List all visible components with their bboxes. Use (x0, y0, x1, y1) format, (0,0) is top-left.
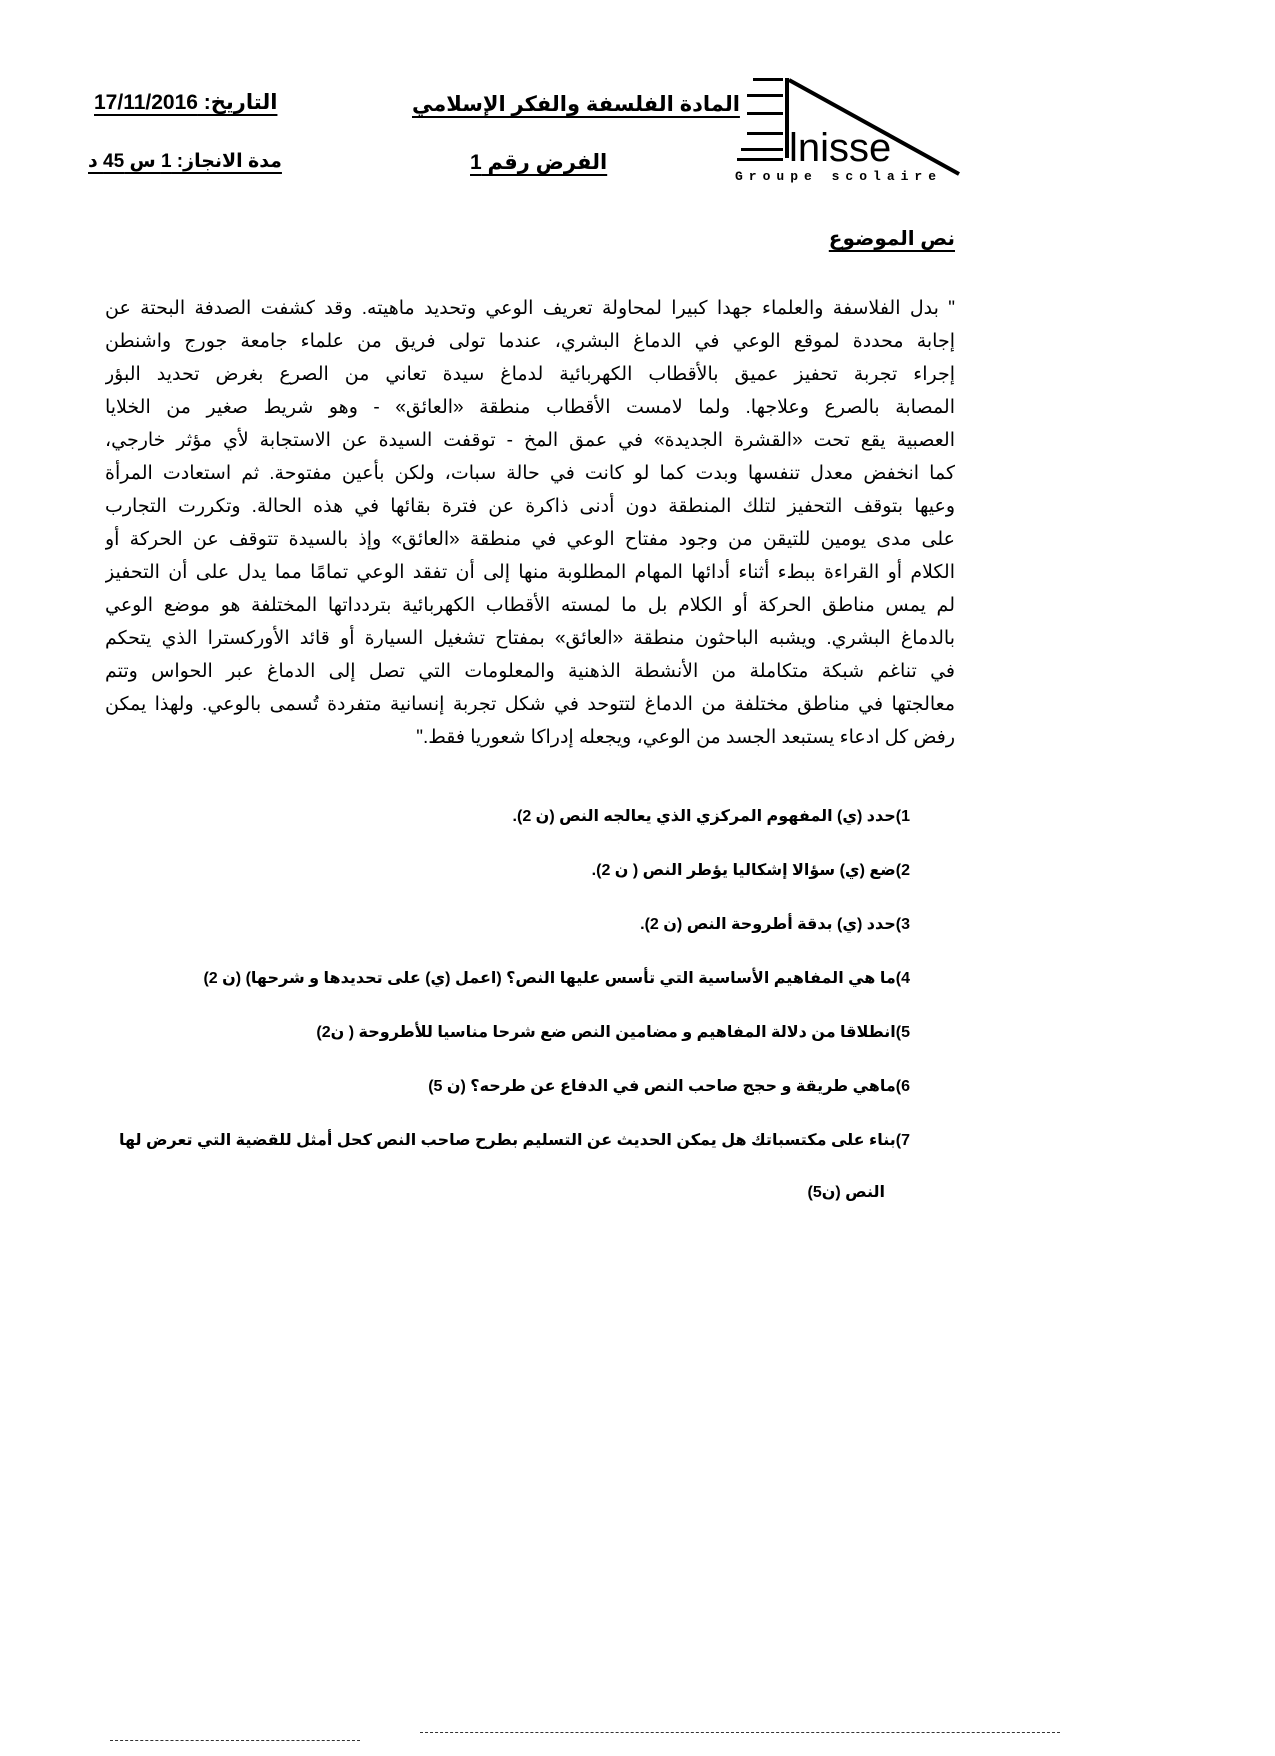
scan-artifact-line (420, 1732, 1060, 1733)
section-title: نص الموضوع (828, 228, 955, 250)
text-line: المصابة بالصرع وعلاجها. ولما لامست الأقطاب منطقة «العائق» - وهو شريط صغير من الخلايا (105, 397, 955, 418)
text-line: إجراء تجربة تحفيز عميق بالأقطاب الكهربائية لدماغ سيدة تعاني من الصرع بغرض تحديد البؤر (105, 364, 955, 385)
question-item: 1)حدد (ي) المفهوم المركزي الذي يعالجه النص (ن 2). (512, 808, 910, 825)
text-line: رفض كل ادعاء يستبعد الجسد من الوعي، ويجعله إدراكا شعوريا فقط." (416, 727, 955, 748)
question-item: 7)بناء على مكتسباتك هل يمكن الحديث عن التسليم بطرح صاحب النص كحل أمثل للقضية التي تعرض لها (118, 1132, 910, 1149)
school-logo (733, 74, 963, 186)
question-item: 4)ما هي المفاهيم الأساسية التي تأسس عليها النص؟ (اعمل (ي) على تحديدها و شرحها) (ن 2) (203, 970, 910, 987)
text-line: كما انخفض معدل تنفسها وبدت كما لو كانت في حالة سبات، ولكن بأعين مفتوحة. ثم استعادت المرأة (105, 463, 955, 484)
question-item: 3)حدد (ي) بدقة أطروحة النص (ن 2). (640, 916, 910, 933)
scan-artifact-line (110, 1740, 360, 1741)
exam-number: الفرض رقم 1 (470, 151, 608, 174)
subject-title: المادة الفلسفة والفكر الإسلامي (412, 93, 740, 116)
question-item: النص (ن5) (807, 1184, 885, 1201)
question-item: 2)ضع (ي) سؤالا إشكاليا يؤطر النص ( ن 2). (591, 862, 910, 879)
svg-text:lnisse: lnisse (789, 126, 892, 170)
text-line: بالدماغ البشري. ويشبه الباحثون منطقة «العائق» بمفتاح تشغيل السيارة أو قائد الأوركسترا الذي يتحكم (105, 628, 955, 649)
question-item: 5)انطلاقا من دلالة المفاهيم و مضامين النص ضع شرحا مناسيا للأطروحة ( ن2) (316, 1024, 910, 1041)
question-item: 6)ماهي طريقة و حجج صاحب النص في الدفاع عن طرحه؟ (ن 5) (428, 1078, 910, 1095)
text-line: إجابة محددة لموقع الوعي في الدماغ البشري، عندما تولى فريق من علماء جامعة جورج واشنطن (105, 331, 955, 352)
exam-duration: مدة الانجاز: 1 س 45 د (88, 151, 282, 172)
text-line: لم يمس مناطق الحركة أو الكلام بل ما لمسته الأقطاب الكهربائية بتردداتها المختلفة هو موضع الوعي (105, 595, 955, 616)
text-line: " بدل الفلاسفة والعلماء جهدا كبيرا لمحاولة تعريف الوعي وتحديد ماهيته. وقد كشفت الصدفة البحتة عن (105, 298, 955, 319)
text-line: معالجتها في مناطق مختلفة من الدماغ لتتوحد في شكل تجربة إنسانية متفردة تُسمى بالوعي. ولهذا يمكن (105, 694, 955, 715)
text-line: العصبية يقع تحت «القشرة الجديدة» في عمق المخ - توقفت السيدة عن الاستجابة لأي مؤثر خارجي، (105, 430, 955, 451)
text-line: على مدى يومين للتيقن من وجود مفتاح الوعي في منطقة «العائق» وإذ بالسيدة تتوقف عن الحركة أو (105, 529, 955, 550)
exam-date: التاريخ: 17/11/2016 (94, 91, 278, 114)
text-line: وعيها بتوقف التحفيز لتلك المنطقة دون أدنى ذاكرة عن فترة بقائها في هذه الحالة. وتكررت التجارب (105, 496, 955, 517)
text-line: في تناغم شبكة متكاملة من الأنشطة الذهنية والمعلومات التي تصل إلى الدماغ عبر الحواس وتتم (105, 661, 955, 682)
svg-text:Groupe scolaire: Groupe scolaire (735, 169, 943, 184)
text-line: الكلام أو القراءة ببطء أثناء أدائها المهام المطلوبة منها إلى أن تفقد الوعي تمامًا مما يدل على أن التحفيز (105, 562, 955, 583)
